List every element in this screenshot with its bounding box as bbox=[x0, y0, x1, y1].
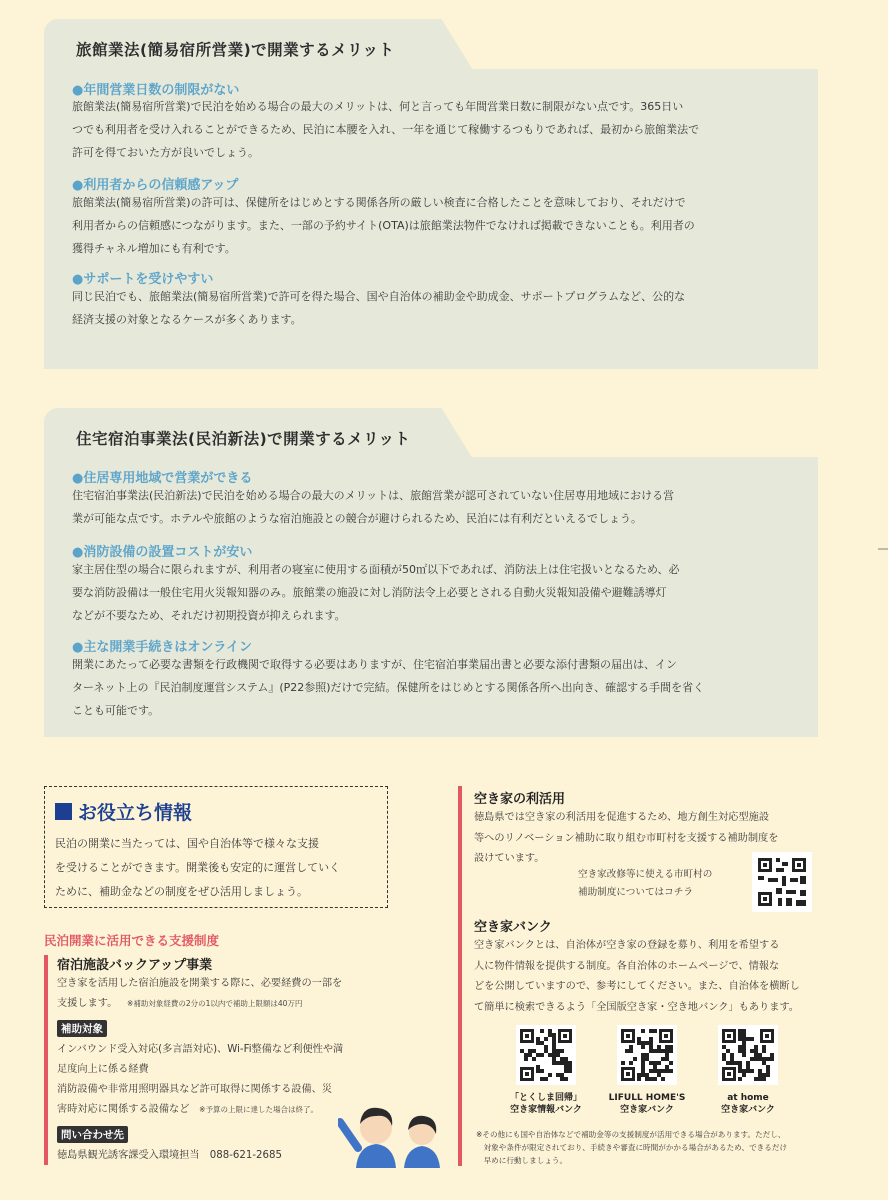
vacant-qr-caption: 空き家改修等に使える市町村の 補助制度についてはコチラ bbox=[578, 869, 713, 898]
lifull-bank-label: LIFULL HOME'S 空き家バンク bbox=[608, 1093, 686, 1115]
section2-item1-body: 住宅宿泊事業法(民泊新法)で民泊を始める場合の最大のメリットは、旅館営業が認可されていない住居専用地域における営 業が可能な点です。ホテルや旅館のような宿泊施設との競合が避けられるため、民泊には有利だといえるでしょう。 bbox=[72, 489, 675, 525]
people-illustration bbox=[338, 1098, 446, 1168]
section1-item3-heading: ●サポートを受けやすい bbox=[72, 272, 214, 287]
bank-description: 空き家バンクとは、自治体が空き家の登録を募り、利用を希望する 人に物件情報を提供する制度。各自治体のホームページで、情報な どを公開していますので、参考にしてください。また、自治体を横断し て簡単に検索できるよう「全国版空き家・空き地バンク」もあります。 bbox=[474, 940, 800, 1013]
section1-item1-body: 旅館業法(簡易宿所営業)で民泊を始める場合の最大のメリットは、何と言っても年間営業日数に制限がない点です。365日い つでも利用者を受け入れることができるため、民泊に本腰を入れ、一年を通じて稼働するつもりであれば、最初から旅館業法で 許可を得ておいた方が良いでしょう。 bbox=[72, 100, 700, 159]
target-badge: 補助対象 bbox=[57, 1020, 107, 1037]
contact-info: 徳島県観光誘客課受入環境担当 088-621-2685 bbox=[57, 1150, 282, 1161]
vacant-title: 空き家の利活用 bbox=[474, 792, 566, 807]
bank-footnote: ※その他にも国や自治体などで補助金等の支援制度が活用できる場合があります。ただし、 対象や条件が限定されており、手続きや審査に時間がかかる場合があるため、できるだけ 早めに行動しましょう。 bbox=[476, 1130, 788, 1165]
section1-item2-heading: ●利用者からの信頼感アップ bbox=[72, 178, 239, 193]
vacant-qr-code[interactable] bbox=[752, 852, 812, 912]
section1-item3-body: 同じ民泊でも、旅館業法(簡易宿所営業)で許可を得た場合、国や自治体の補助金や助成金、サポートプログラムなど、公的な 経済支援の対象となるケースが多くあります。 bbox=[72, 290, 686, 326]
support-title: 民泊開業に活用できる支援制度 bbox=[44, 933, 220, 948]
lifull-bank-qr-code[interactable] bbox=[617, 1025, 677, 1085]
athome-bank-label: at home 空き家バンク bbox=[721, 1093, 775, 1115]
section2-item1-heading: ●住居専用地域で営業ができる bbox=[72, 471, 253, 486]
section1-item1-heading: ●年間営業日数の制限がない bbox=[72, 83, 240, 98]
target-description: インバウンド受入対応(多言語対応)、Wi-Fi整備など利便性や満 足度向上に係る経費 消防設備や非常用照明器具など許可取得に関係する設備、災 害時対応に関係する設備など ※予算の上限に達した場合は終了。 bbox=[57, 1044, 344, 1115]
section2-item3-heading: ●主な開業手続きはオンライン bbox=[72, 640, 252, 655]
section2-item2-heading: ●消防設備の設置コストが安い bbox=[72, 545, 253, 560]
section2-item2-body: 家主居住型の場合に限られますが、利用者の寝室に使用する面積が50㎡以下であれば、消防法上は住宅扱いとなるため、必 要な消防設備は一般住宅用火災報知器のみ。旅館業の施設に対し消防法令上必要とされる自動火災報知設備や避難誘導灯 などが不要なため、それだけ初期投資が抑えられます。 bbox=[72, 563, 680, 622]
section2-item3-body: 開業にあたって必要な書類を行政機関で取得する必要はありますが、住宅宿泊事業届出書と必要な添付書類の届出は、イン ターネット上の『民泊制度運営システム』(P22参照)だけで完結。保健所をはじめとする関係各所へ出向き、確認する手間を省く ことも可能です。 bbox=[72, 658, 705, 717]
tips-body: 民泊の開業に当たっては、国や自治体等で様々な支援 を受けることができます。開業後も安定的に運営していく ために、補助金などの制度をぜひ活用しましょう。 bbox=[55, 837, 341, 898]
program-description: 空き家を活用した宿泊施設を開業する際に、必要経費の一部を 支援します。 ※補助対象経費の2分の1以内で補助上限額は40万円 bbox=[57, 978, 343, 1009]
section2-title: 住宅宿泊事業法(民泊新法)で開業するメリット bbox=[76, 430, 411, 448]
support-accent-bar bbox=[44, 955, 48, 1165]
tokushima-bank-label: 「とくしま回帰」 空き家情報バンク bbox=[509, 1093, 582, 1115]
section1-title: 旅館業法(簡易宿所営業)で開業するメリット bbox=[76, 41, 395, 59]
contact-badge: 問い合わせ先 bbox=[57, 1126, 128, 1143]
program-title: 宿泊施設バックアップ事業 bbox=[57, 958, 213, 973]
square-bullet-icon bbox=[55, 803, 72, 820]
page-edge-mark bbox=[878, 548, 888, 550]
tokushima-bank-qr-code[interactable] bbox=[516, 1025, 576, 1085]
section1-item2-body: 旅館業法(簡易宿所営業)の許可は、保健所をはじめとする関係各所の厳しい検査に合格したことを意味しており、それだけで 利用者からの信頼感につながります。また、一部の予約サイト(OTA)は旅館業法物件でなければ掲載できないことも。利用者の 獲得チャネル増加にも有利です。 bbox=[72, 196, 695, 255]
athome-bank-qr-code[interactable] bbox=[718, 1025, 778, 1085]
vacant-description: 徳島県では空き家の利活用を促進するため、地方創生対応型施設 等へのリノベーション補助に取り組む市町村を支援する補助制度を 設けています。 bbox=[474, 812, 779, 864]
tips-title: お役立ち情報 bbox=[55, 798, 192, 825]
bank-title: 空き家バンク bbox=[474, 920, 552, 935]
right-accent-bar bbox=[458, 786, 462, 1166]
